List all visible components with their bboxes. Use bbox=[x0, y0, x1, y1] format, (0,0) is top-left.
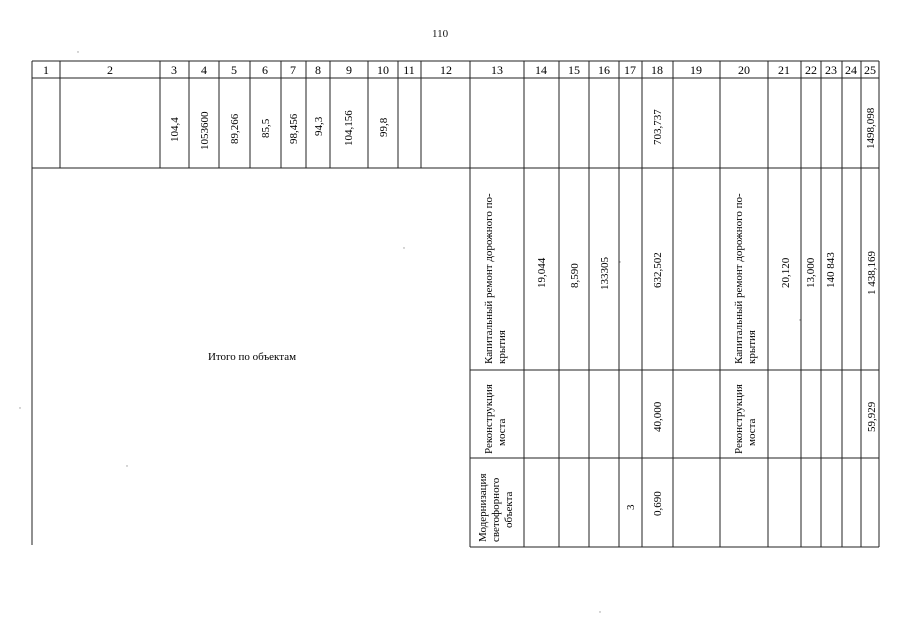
cell-value: 13,000 bbox=[805, 257, 817, 288]
col-header: 3 bbox=[171, 63, 177, 77]
cell-value: 98,456 bbox=[288, 113, 300, 144]
cell-value: 59,929 bbox=[866, 401, 878, 432]
col-header: 20 bbox=[738, 63, 750, 77]
col-header: 9 bbox=[346, 63, 352, 77]
col-header: 17 bbox=[624, 63, 636, 77]
subrow-traffic-light bbox=[477, 471, 664, 542]
cell-value: 140 843 bbox=[825, 252, 837, 288]
work-type-label: Реконструкция моста bbox=[733, 384, 758, 454]
col-header: 1 bbox=[43, 63, 49, 77]
col-header: 5 bbox=[231, 63, 237, 77]
col-header: 6 bbox=[262, 63, 268, 77]
table-grid bbox=[32, 61, 879, 547]
col-header: 13 bbox=[491, 63, 503, 77]
col-header: 10 bbox=[377, 63, 389, 77]
cell-value: 1 438,169 bbox=[866, 251, 878, 295]
data-row-1 bbox=[169, 107, 877, 150]
cell-value: 19,044 bbox=[536, 257, 548, 288]
col-header: 7 bbox=[290, 63, 296, 77]
cell-value: 89,266 bbox=[229, 113, 241, 144]
work-type-label: Реконструкция моста bbox=[483, 384, 508, 454]
col-header: 15 bbox=[568, 63, 580, 77]
col-header: 12 bbox=[440, 63, 452, 77]
cell-value: 85,5 bbox=[260, 118, 272, 138]
cell-value: 703,737 bbox=[652, 109, 664, 145]
totals-label: Итого по объектам bbox=[207, 351, 297, 363]
cell-value: 1053600 bbox=[199, 111, 211, 150]
cell-value: 99,8 bbox=[378, 117, 390, 137]
col-header: 16 bbox=[598, 63, 610, 77]
col-header: 8 bbox=[315, 63, 321, 77]
subrow-bridge-reconstruction bbox=[483, 381, 878, 454]
col-header: 14 bbox=[535, 63, 547, 77]
col-header: 24 bbox=[845, 63, 857, 77]
subrow-road-repair bbox=[483, 191, 878, 364]
header-row bbox=[43, 63, 876, 77]
cell-value: 3 bbox=[625, 504, 637, 510]
cell-value: 632,502 bbox=[652, 252, 664, 288]
cell-value: 104,4 bbox=[169, 117, 181, 142]
col-header: 2 bbox=[107, 63, 113, 77]
cell-value: 104,156 bbox=[343, 110, 355, 146]
cell-value: 94,3 bbox=[313, 116, 325, 136]
cell-value: 8,590 bbox=[569, 263, 581, 288]
cell-value: 0,690 bbox=[652, 491, 664, 516]
col-header: 21 bbox=[778, 63, 790, 77]
col-header: 22 bbox=[805, 63, 817, 77]
work-type-label: Капитальный ремонт дорожного по- крытия bbox=[733, 193, 758, 364]
work-type-label: Модернизация светофорного объекта bbox=[477, 473, 515, 542]
cell-value: 1498,098 bbox=[865, 107, 877, 149]
cell-value: 40,000 bbox=[652, 401, 664, 432]
cell-value: 133305 bbox=[599, 257, 611, 290]
col-header: 25 bbox=[864, 63, 876, 77]
work-type-label: Капитальный ремонт дорожного по- крытия bbox=[483, 193, 508, 364]
col-header: 4 bbox=[201, 63, 207, 77]
scan-specks bbox=[19, 51, 800, 612]
col-header: 18 bbox=[651, 63, 663, 77]
page-number: 110 bbox=[432, 28, 449, 40]
col-header: 11 bbox=[403, 63, 415, 77]
cell-value: 20,120 bbox=[780, 257, 792, 288]
col-header: 19 bbox=[690, 63, 702, 77]
col-header: 23 bbox=[825, 63, 837, 77]
